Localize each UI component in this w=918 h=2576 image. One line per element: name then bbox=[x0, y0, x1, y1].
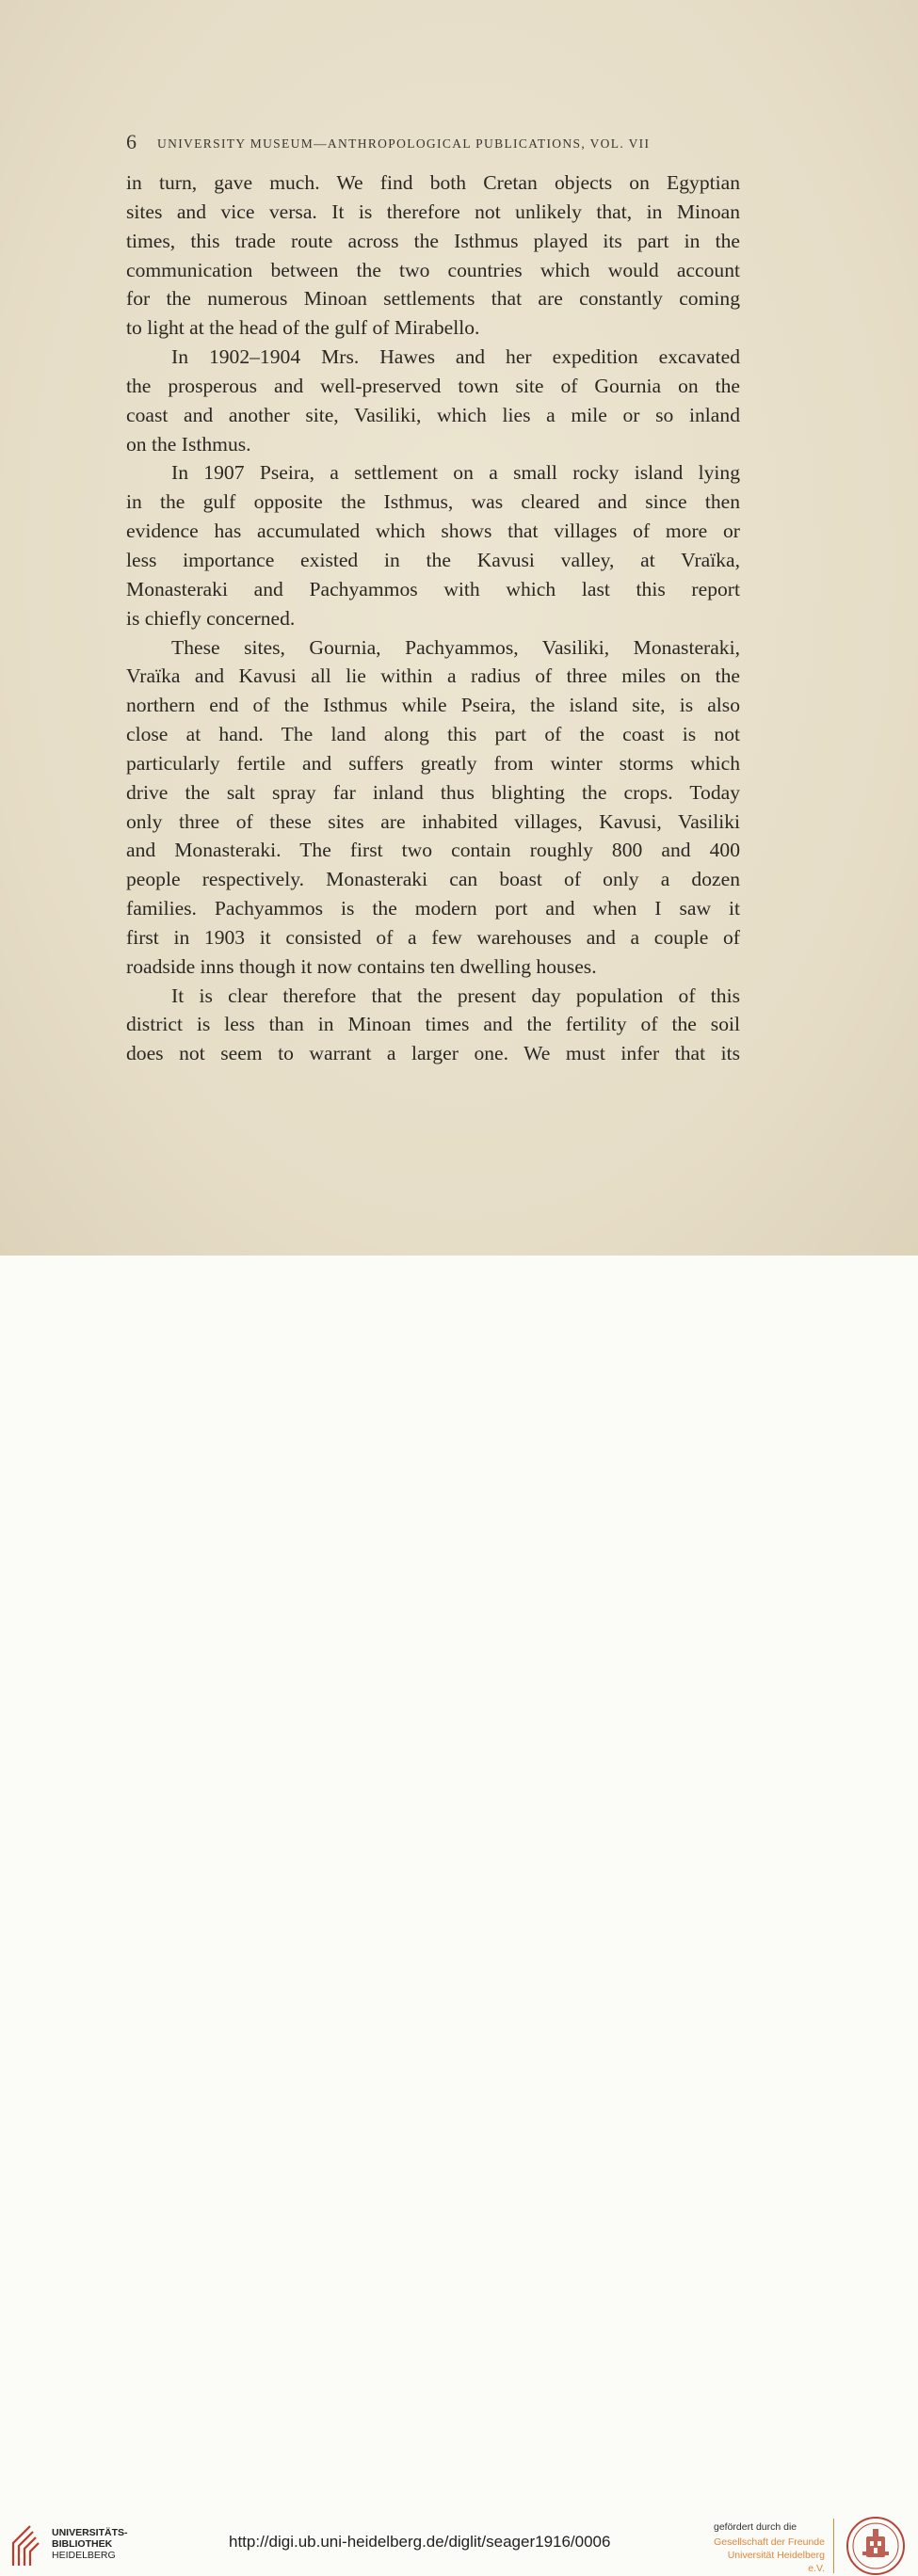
text-line: in turn, gave much. We find both Cretan objects on Egyptian bbox=[126, 171, 740, 194]
footer-bar bbox=[0, 1256, 918, 2574]
sponsor-name-line: Gesellschaft der Freunde bbox=[714, 2536, 825, 2548]
text-line: It is clear therefore that the present day population of this bbox=[171, 984, 740, 1007]
paragraph bbox=[126, 458, 740, 632]
library-logo-icon bbox=[9, 2522, 47, 2569]
permalink-url[interactable]: http://digi.ub.uni-heidelberg.de/diglit/seager1916/0006 bbox=[229, 2533, 611, 2551]
footer-divider bbox=[833, 2519, 834, 2573]
text-line: families. Pachyammos is the modern port and when I saw it bbox=[126, 897, 740, 920]
text-line: In 1902–1904 Mrs. Hawes and her expedition excavated bbox=[171, 345, 740, 369]
paragraph bbox=[126, 168, 740, 343]
text-line: the prosperous and well-preserved town site of Gournia on the bbox=[126, 374, 740, 397]
text-line: evidence has accumulated which shows that villages of more or bbox=[126, 520, 740, 543]
text-line: roadside inns though it now contains ten dwelling houses. bbox=[126, 954, 597, 978]
text-line: first in 1903 it consisted of a few warehouses and a couple of bbox=[126, 925, 740, 949]
text-line: particularly fertile and suffers greatly from winter storms which bbox=[126, 751, 740, 775]
text-line: communication between the two countries which would account bbox=[126, 258, 740, 281]
text-line: people respectively. Monasteraki can boast of only a dozen bbox=[126, 868, 740, 891]
running-head bbox=[126, 130, 738, 154]
text-line: for the numerous Minoan settlements that are constantly coming bbox=[126, 287, 740, 311]
text-line: close at hand. The land along this part of the coast is not bbox=[126, 723, 740, 746]
university-seal-icon bbox=[846, 2516, 906, 2576]
text-line: drive the salt spray far inland thus blighting the crops. Today bbox=[126, 780, 740, 804]
text-line: and Monasteraki. The first two contain roughly 800 and 400 bbox=[126, 839, 740, 862]
paragraph bbox=[126, 633, 740, 982]
scanned-page bbox=[0, 0, 918, 1256]
text-line: sites and vice versa. It is therefore not unlikely that, in Minoan bbox=[126, 200, 740, 223]
text-line: does not seem to warrant a larger one. We must infer that its bbox=[126, 1042, 740, 1065]
running-title: UNIVERSITY MUSEUM—ANTHROPOLOGICAL PUBLICATIONS, VOL. VII bbox=[157, 136, 651, 151]
page-number: 6 bbox=[126, 130, 137, 153]
text-line: less importance existed in the Kavusi valley, at Vraïka, bbox=[126, 548, 740, 571]
library-name-line: BIBLIOTHEK bbox=[52, 2538, 113, 2550]
sponsor-label: gefördert durch die bbox=[714, 2521, 797, 2533]
paragraph bbox=[126, 982, 740, 1069]
text-line: in the gulf opposite the Isthmus, was cleared and since then bbox=[126, 490, 740, 514]
text-line: only three of these sites are inhabited villages, Kavusi, Vasiliki bbox=[126, 809, 740, 833]
text-line: times, this trade route across the Isthmus played its part in the bbox=[126, 229, 740, 252]
text-line: In 1907 Pseira, a settlement on a small rocky island lying bbox=[171, 461, 740, 485]
sponsor-name bbox=[714, 2536, 825, 2575]
library-name-line: UNIVERSITÄTS- bbox=[52, 2527, 128, 2538]
text-line: district is less than in Minoan times and the fertility of the soil bbox=[126, 1013, 740, 1036]
text-line: coast and another site, Vasiliki, which lies a mile or so inland bbox=[126, 403, 740, 426]
library-name-line: HEIDELBERG bbox=[52, 2550, 116, 2561]
text-line: on the Isthmus. bbox=[126, 432, 251, 456]
text-line: is chiefly concerned. bbox=[126, 606, 296, 630]
paragraph bbox=[126, 343, 740, 458]
text-line: Monasteraki and Pachyammos with which last this report bbox=[126, 577, 740, 600]
text-line: northern end of the Isthmus while Pseira, the island site, is also bbox=[126, 694, 740, 717]
text-line: to light at the head of the gulf of Mirabello. bbox=[126, 316, 480, 340]
body-text bbox=[126, 168, 740, 1068]
text-line: These sites, Gournia, Pachyammos, Vasiliki, Monasteraki, bbox=[171, 635, 740, 659]
sponsor-name-line: Universität Heidelberg e.V. bbox=[727, 2550, 825, 2574]
text-line: Vraïka and Kavusi all lie within a radius of three miles on the bbox=[126, 664, 740, 688]
library-name bbox=[52, 2527, 128, 2561]
